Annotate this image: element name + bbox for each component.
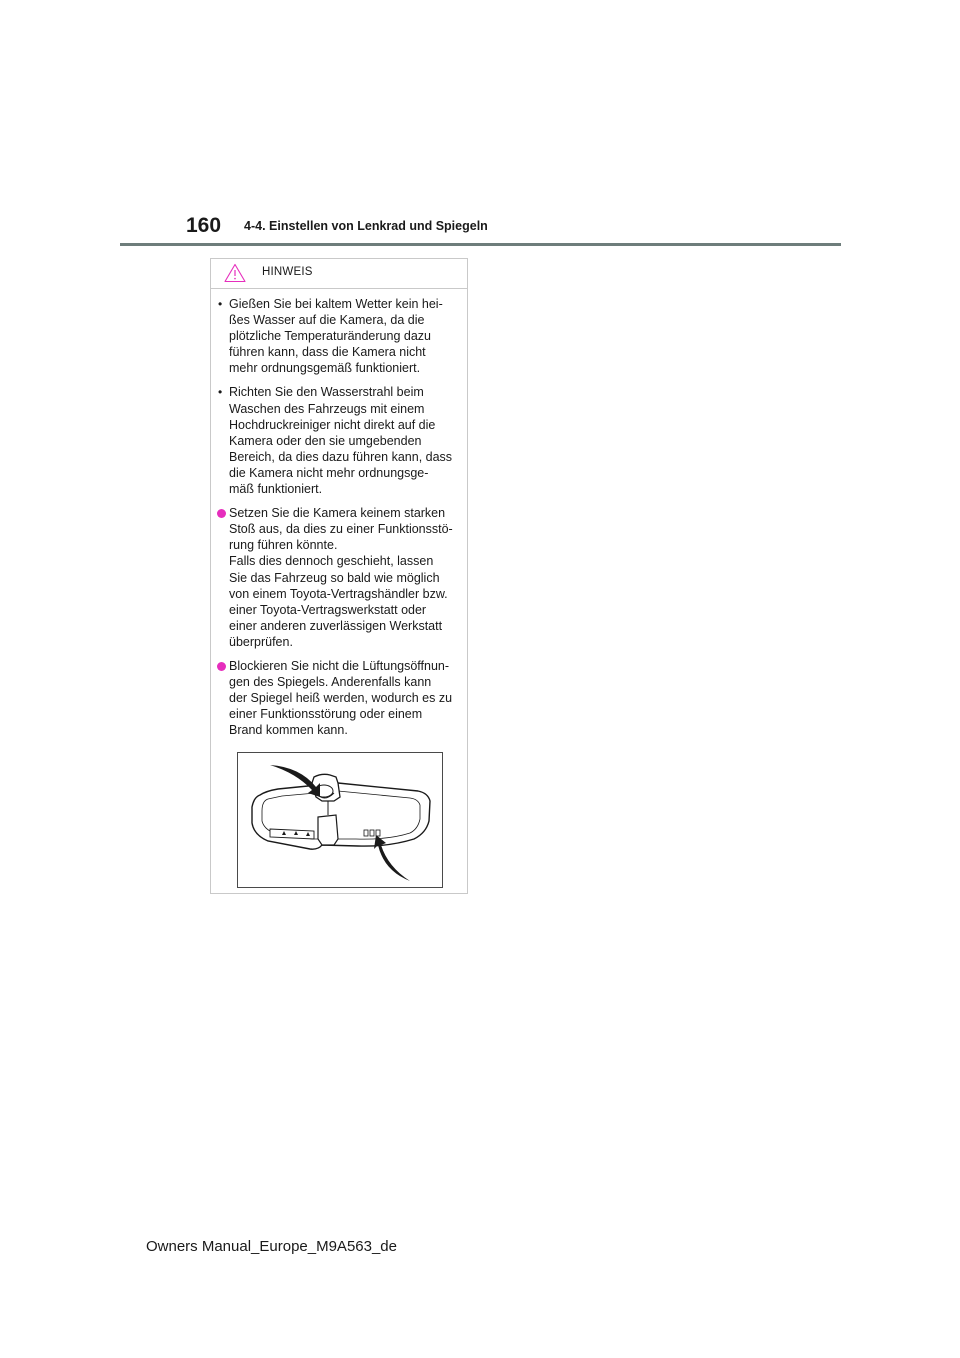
text-line: von einem Toyota-Vertragshändler bzw. [229,586,448,601]
text-line: einer Funktionsstörung oder einem [229,707,423,722]
text-line: überprüfen. [229,634,293,649]
text-line: Bereich, da dies dazu führen kann, dass [229,449,453,464]
text-line: Setzen Sie die Kamera keinem starken [229,506,446,521]
bullet-circle-icon [217,662,226,671]
text-line: rung führen könnte. [229,538,338,553]
text-line: Richten Sie den Wasserstrahl beim [229,385,424,400]
text-line: gen des Spiegels. Anderenfalls kann [229,675,432,690]
text-line: Gießen Sie bei kaltem Wetter kein hei- [229,297,443,311]
list-item [217,658,459,738]
bullet-dot: • [218,385,223,400]
text-line: Stoß aus, da dies zu einer Funktionsstö- [229,522,453,537]
text-line: Falls dies dennoch geschieht, lassen [229,554,434,569]
bullet-circle-icon [217,509,226,518]
notice-title: HINWEIS [262,266,313,278]
text-line: Brand kommen kann. [229,723,348,738]
header-rule [120,243,841,246]
text-line: einer anderen zuverlässigen Werkstatt [229,618,443,633]
page-number: 160 [186,214,222,237]
text-line: mäß funktioniert. [229,482,323,497]
text-line: Kamera oder den sie umgebenden [229,433,422,448]
list-item [217,296,459,376]
text-line: einer Toyota-Vertragswerkstatt oder [229,602,427,617]
notice-box [210,258,468,894]
footer-doc-id: Owners Manual_Europe_M9A563_de [146,1238,397,1255]
notice-body [211,289,467,746]
text-line: führen kann, dass die Kamera nicht [229,345,426,360]
text-line: mehr ordnungsgemäß funktioniert. [229,361,421,376]
text-line: die Kamera nicht mehr ordnungsge- [229,465,429,480]
list-item [217,505,459,650]
text-line: Sie das Fahrzeug so bald wie möglich [229,570,440,585]
text-line: Hochdruckreiniger nicht direkt auf die [229,417,436,432]
text-line: der Spiegel heiß werden, wodurch es zu [229,691,453,706]
notice-header [211,259,467,289]
bullet-dot: • [218,297,223,311]
warning-triangle-icon [224,263,246,283]
text-line: ßes Wasser auf die Kamera, da die [229,313,425,328]
text-line: plötzliche Temperaturänderung dazu [229,329,431,344]
rearview-mirror-icon [238,753,442,887]
text-line: Waschen des Fahrzeugs mit einem [229,401,425,416]
mirror-illustration [237,752,443,888]
section-title: 4-4. Einstellen von Lenkrad und Spiegeln [244,219,488,233]
text-line: Blockieren Sie nicht die Lüftungsöffnun- [229,658,450,673]
list-item [217,384,459,497]
